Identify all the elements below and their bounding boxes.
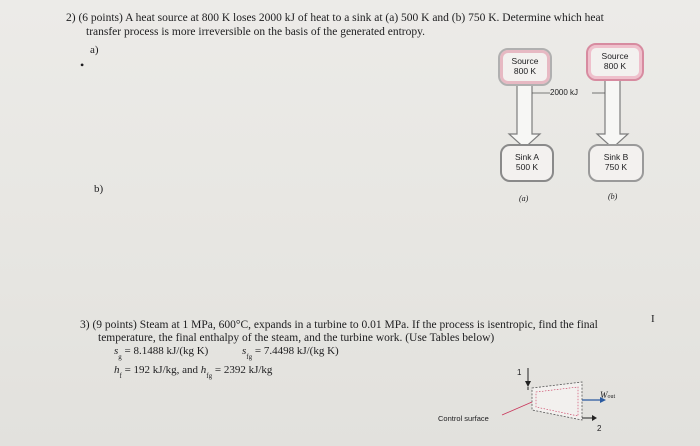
control-surface-label: Control surface — [438, 414, 489, 423]
margin-mark: I — [651, 313, 655, 325]
hf-value: = 192 kJ/kg, and — [124, 364, 199, 376]
diagram-label-b: (b) — [608, 192, 618, 201]
source-a-title: Source — [511, 56, 539, 66]
sfg-value: = 7.4498 kJ/(kg K) — [254, 345, 339, 357]
sink-a-box — [500, 144, 554, 182]
source-a-box — [498, 48, 552, 86]
work-out-label — [600, 390, 615, 400]
property-hf-hfg: $h_f = 192$ kJ/kg, and $h_{fg} = 2392$ kJ/kg — [114, 364, 273, 380]
heat-arrow-b — [597, 78, 628, 148]
source-b-box — [586, 43, 644, 81]
control-surface-pointer — [502, 402, 532, 415]
state-1-label: 1 — [517, 368, 522, 377]
work-symbol: W — [600, 390, 608, 400]
diagram-label-a: (a) — [519, 194, 529, 203]
part-b-label: b) — [94, 183, 104, 195]
sink-b-temp: 750 K — [604, 162, 628, 172]
property-sfg: $s_{fg} = 7.4498$ kJ/(kg K) — [242, 345, 339, 361]
question-3-line-1: 3) (9 points) Steam at 1 MPa, 600°C, expands in a turbine to 0.01 MPa. If the process is isentropic, find the final — [80, 319, 598, 331]
source-b-title: Source — [601, 51, 629, 61]
property-sg: $s_g = 8.1488$ kJ/(kg K) — [114, 345, 209, 361]
sink-b-title: Sink B — [603, 152, 629, 162]
bullet-mark: • — [80, 58, 85, 72]
question-2-line-1: 2) (6 points) A heat source at 800 K loses 2000 kJ of heat to a sink at (a) 500 K and (b) 750 K. Determine which heat — [66, 12, 604, 24]
turbine-body — [532, 382, 582, 420]
sink-b-box — [588, 144, 644, 182]
source-b-temp: 800 K — [603, 61, 627, 71]
work-subscript: out — [607, 394, 616, 400]
hfg-value: = 2392 kJ/kg — [214, 364, 273, 376]
sink-a-temp: 500 K — [515, 162, 539, 172]
turbine-diagram — [490, 366, 650, 442]
heat-amount-label: 2000 kJ — [550, 88, 579, 97]
heat-arrow-a — [509, 84, 540, 148]
state-2-label: 2 — [597, 424, 602, 433]
part-a-label: a) — [90, 44, 99, 56]
sink-a-title: Sink A — [514, 152, 540, 162]
source-a-temp: 800 K — [513, 66, 537, 76]
question-2-line-2: transfer process is more irreversible on the basis of the generated entropy. — [86, 26, 426, 38]
question-3-line-2: temperature, the final enthalpy of the steam, and the turbine work. (Use Tables below) — [98, 332, 495, 344]
sg-value: = 8.1488 kJ/(kg K) — [124, 345, 209, 357]
